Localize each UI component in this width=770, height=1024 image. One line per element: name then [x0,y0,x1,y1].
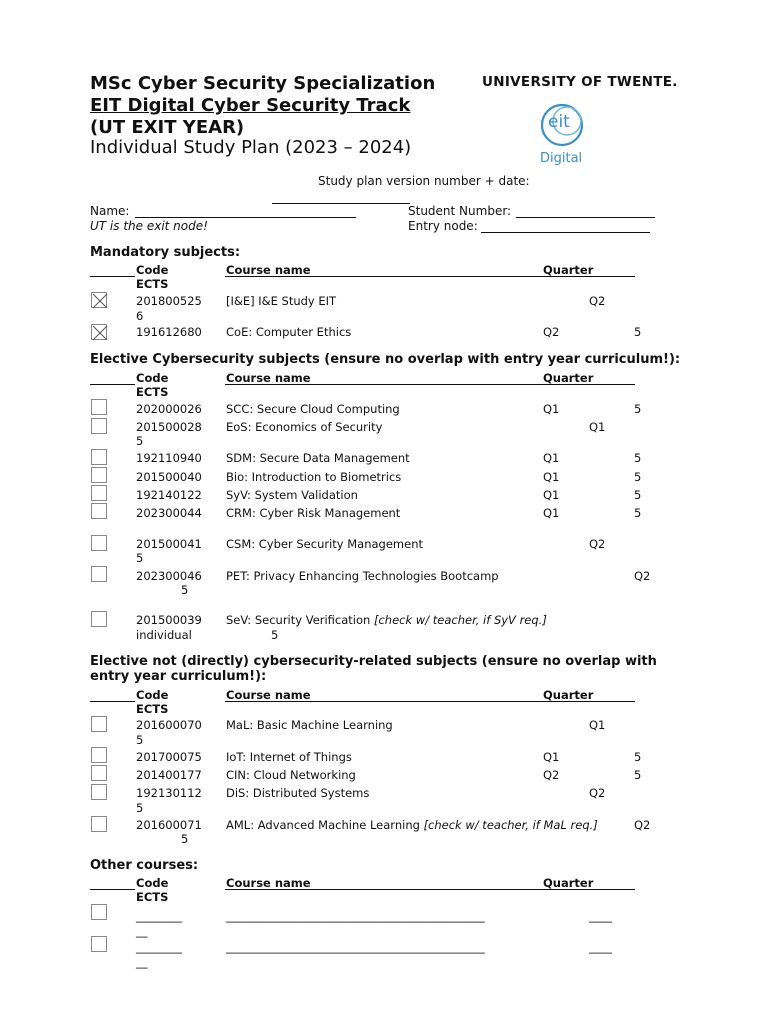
course-code: 201800525 [136,294,202,308]
course-code: 202300044 [136,506,202,520]
course-name: SyV: System Validation [226,488,358,502]
entry-node-label: Entry node: [408,219,478,233]
checkbox[interactable] [91,566,107,582]
course-code: 192140122 [136,488,202,502]
version-input-line[interactable] [272,203,410,204]
blank-course[interactable]: _____________________________________________ [226,909,485,923]
digital-logo-text: Digital [540,151,583,166]
course-quarter: Q1 [543,402,560,416]
header-course: Course name [226,263,311,277]
section-heading-other: Other courses: [90,858,199,873]
checkbox[interactable] [91,765,107,781]
blank-code-cont[interactable]: __ [136,955,148,969]
eit-logo-text: eit [548,112,570,132]
course-name: CRM: Cyber Risk Management [226,506,401,520]
checkbox[interactable] [91,936,107,952]
name-label: Name: [90,204,130,218]
course-note: [check w/ teacher, if MaL req.] [423,818,598,832]
blank-course[interactable]: _____________________________________________ [226,940,485,954]
header-quarter: Quarter [543,876,594,890]
checkbox[interactable] [91,535,107,551]
entry-node-input-line[interactable] [481,232,650,233]
course-quarter: individual [136,628,192,642]
university-logo-text: UNIVERSITY OF TWENTE. [482,74,678,90]
course-ects: 6 [136,309,144,323]
blank-code[interactable]: ________ [136,940,182,954]
checkbox-checked[interactable] [91,324,107,340]
checkbox[interactable] [91,611,107,627]
blank-quarter[interactable]: ____ [589,909,612,923]
course-quarter: Q2 [634,818,651,832]
blank-code-cont[interactable]: __ [136,924,148,938]
course-name: MaL: Basic Machine Learning [226,718,393,732]
checkbox[interactable] [91,503,107,519]
course-quarter: Q2 [589,294,606,308]
course-ects: 5 [634,750,642,764]
course-code: 201600071 [136,818,202,832]
course-name: AML: Advanced Machine Learning [226,818,420,832]
title-line-2: EIT Digital Cyber Security Track [90,95,411,116]
course-code: 201500039 [136,613,202,627]
course-code: 201400177 [136,768,202,782]
course-ects: 5 [181,832,189,846]
course-quarter: Q1 [589,420,606,434]
student-number-input-line[interactable] [516,217,655,218]
course-ects: 5 [181,583,189,597]
course-code: 191612680 [136,325,202,339]
section-heading-mandatory: Mandatory subjects: [90,245,241,260]
course-quarter: Q2 [543,325,560,339]
course-quarter: Q2 [589,537,606,551]
course-name: [I&E] I&E Study EIT [226,294,337,308]
course-quarter: Q1 [543,506,560,520]
header-ects: ECTS [136,890,169,904]
section-heading-elective-other-2: entry year curriculum!): [90,669,267,684]
header-code: Code [136,263,169,277]
course-ects: 5 [634,470,642,484]
checkbox[interactable] [91,467,107,483]
course-code: 201500040 [136,470,202,484]
header-quarter: Quarter [543,371,594,385]
course-name: DiS: Distributed Systems [226,786,370,800]
course-ects: 5 [136,801,144,815]
section-heading-elective-other-1: Elective not (directly) cybersecurity-related subjects (ensure no overlap with [90,654,657,669]
header-course: Course name [226,371,311,385]
header-course: Course name [226,688,311,702]
header-quarter: Quarter [543,688,594,702]
course-ects: 5 [136,551,144,565]
checkbox-checked[interactable] [91,292,107,308]
course-quarter: Q1 [543,470,560,484]
header-quarter: Quarter [543,263,594,277]
course-code: 201600070 [136,718,202,732]
course-name: SeV: Security Verification [226,613,371,627]
title-line-3: (UT EXIT YEAR) [90,117,245,138]
title-line-4: Individual Study Plan (2023 – 2024) [90,137,412,158]
course-code: 201500041 [136,537,202,551]
course-quarter: Q2 [543,768,560,782]
header-ects: ECTS [136,277,169,291]
header-course: Course name [226,876,311,890]
course-name: SCC: Secure Cloud Computing [226,402,400,416]
course-ects: 5 [634,325,642,339]
check-x-icon [92,293,108,309]
course-name: SDM: Secure Data Management [226,451,410,465]
course-code: 202000026 [136,402,202,416]
header-ects: ECTS [136,702,169,716]
course-name-line [226,818,598,832]
course-code: 192130112 [136,786,202,800]
checkbox[interactable] [91,784,107,800]
checkbox[interactable] [91,816,107,832]
course-quarter: Q2 [634,569,651,583]
check-x-icon [92,325,108,341]
course-quarter: Q2 [589,786,606,800]
course-quarter: Q1 [589,718,606,732]
course-name: CIN: Cloud Networking [226,768,356,782]
course-code: 201500028 [136,420,202,434]
name-input-line[interactable] [135,217,356,218]
student-number-label: Student Number: [408,204,512,218]
header-code: Code [136,371,169,385]
course-ects: 5 [136,434,144,448]
section-heading-elective-cyber: Elective Cybersecurity subjects (ensure no overlap with entry year curriculum!): [90,352,681,367]
checkbox[interactable] [91,904,107,920]
course-code: 202300046 [136,569,202,583]
course-quarter: Q1 [543,488,560,502]
course-ects: 5 [634,451,642,465]
course-code: 192110940 [136,451,202,465]
course-name: Bio: Introduction to Biometrics [226,470,402,484]
checkbox[interactable] [91,716,107,732]
checkbox[interactable] [91,747,107,763]
header-code: Code [136,688,169,702]
course-code: 201700075 [136,750,202,764]
exit-node-note: UT is the exit node! [90,219,208,233]
course-name-line [226,613,547,627]
course-note: [check w/ teacher, if SyV req.] [374,613,547,627]
course-name: CoE: Computer Ethics [226,325,352,339]
course-name: PET: Privacy Enhancing Technologies Bootcamp [226,569,499,583]
checkbox[interactable] [91,449,107,465]
course-quarter: Q1 [543,750,560,764]
course-quarter: Q1 [543,451,560,465]
course-ects: 5 [136,733,144,747]
course-name: CSM: Cyber Security Management [226,537,424,551]
header-code: Code [136,876,169,890]
version-label: Study plan version number + date: [318,174,530,188]
course-ects: 5 [634,768,642,782]
blank-quarter[interactable]: ____ [589,940,612,954]
blank-code[interactable]: ________ [136,909,182,923]
checkbox[interactable] [91,485,107,501]
title-line-1: MSc Cyber Security Specialization [90,73,436,94]
course-ects: 5 [271,628,279,642]
course-name: EoS: Economics of Security [226,420,383,434]
header-ects: ECTS [136,385,169,399]
course-ects: 5 [634,402,642,416]
checkbox[interactable] [91,399,107,415]
course-ects: 5 [634,488,642,502]
course-ects: 5 [634,506,642,520]
checkbox[interactable] [91,418,107,434]
course-name: IoT: Internet of Things [226,750,352,764]
